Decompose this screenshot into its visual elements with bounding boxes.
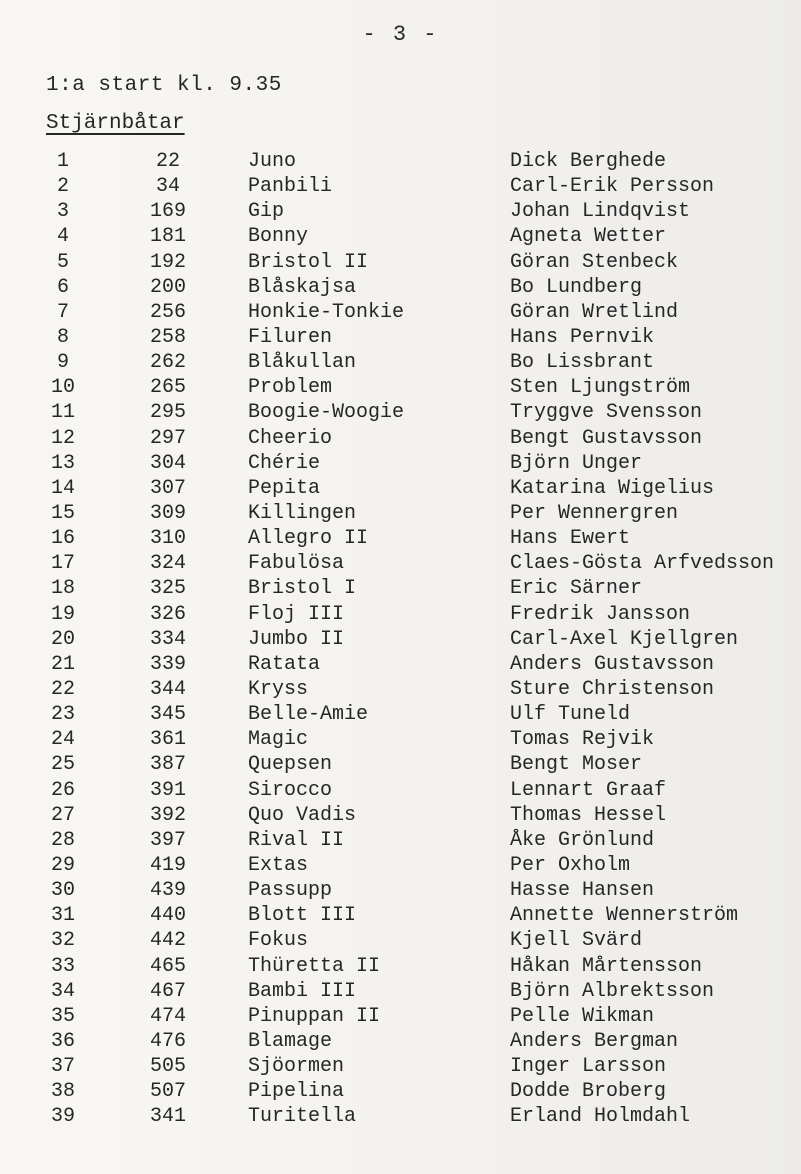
boat-name: Filuren	[248, 325, 333, 349]
sail-number: 181	[149, 225, 186, 249]
sail-number: 326	[149, 602, 186, 626]
sail-number: 507	[149, 1080, 186, 1104]
position-number: 38	[50, 1080, 75, 1104]
sail-number: 465	[149, 954, 186, 978]
entry-list	[0, 149, 801, 1129]
boat-name: Panbili	[248, 175, 333, 199]
boat-name: Kryss	[248, 677, 309, 701]
boat-name: Sjöormen	[248, 1055, 345, 1079]
skipper-name: Sten Ljungström	[510, 376, 691, 400]
list-item	[0, 300, 801, 325]
boat-name: Pepita	[248, 476, 321, 500]
skipper-name: Björn Albrektsson	[510, 979, 715, 1003]
boat-name: Pipelina	[248, 1080, 345, 1104]
boat-name: Turitella	[248, 1105, 357, 1129]
position-number: 3	[56, 200, 69, 224]
skipper-name: Lennart Graaf	[510, 778, 667, 802]
section-heading: Stjärnbåtar	[46, 112, 185, 135]
sail-number: 391	[149, 778, 186, 802]
skipper-name: Bo Lissbrant	[510, 351, 655, 375]
sail-number: 344	[149, 677, 186, 701]
position-number: 11	[50, 401, 75, 425]
sail-number: 295	[149, 401, 186, 425]
skipper-name: Eric Särner	[510, 577, 643, 601]
sail-number: 440	[149, 904, 186, 928]
skipper-name: Carl-Erik Persson	[510, 175, 715, 199]
sail-number: 476	[149, 1029, 186, 1053]
skipper-name: Pelle Wikman	[510, 1004, 655, 1028]
position-number: 23	[50, 703, 75, 727]
position-number: 7	[56, 300, 69, 324]
list-item	[0, 149, 801, 174]
boat-name: Killingen	[248, 501, 357, 525]
boat-name: Cheerio	[248, 426, 333, 450]
skipper-name: Bo Lundberg	[510, 275, 643, 299]
position-number: 9	[56, 351, 69, 375]
skipper-name: Tomas Rejvik	[510, 728, 655, 752]
position-number: 12	[50, 426, 75, 450]
list-item	[0, 501, 801, 526]
sail-number: 192	[149, 250, 186, 274]
position-number: 17	[50, 552, 75, 576]
list-item	[0, 1104, 801, 1129]
boat-name: Juno	[248, 150, 297, 173]
boat-name: Blott III	[248, 904, 357, 928]
list-item	[0, 1029, 801, 1054]
position-number: 26	[50, 778, 75, 802]
sail-number: 325	[149, 577, 186, 601]
boat-name: Blåkullan	[248, 351, 357, 375]
position-number: 16	[50, 527, 75, 551]
sail-number: 439	[149, 879, 186, 903]
list-item	[0, 752, 801, 777]
boat-name: Extas	[248, 853, 309, 877]
skipper-name: Fredrik Jansson	[510, 602, 691, 626]
skipper-name: Thomas Hessel	[510, 803, 667, 827]
list-item	[0, 677, 801, 702]
list-item	[0, 627, 801, 652]
boat-name: Bristol II	[248, 250, 369, 274]
sail-number: 339	[149, 652, 186, 676]
position-number: 18	[50, 577, 75, 601]
list-item	[0, 576, 801, 601]
position-number: 34	[50, 979, 75, 1003]
skipper-name: Claes-Gösta Arfvedsson	[510, 552, 775, 576]
sail-number: 304	[149, 451, 186, 475]
list-item	[0, 325, 801, 350]
skipper-name: Inger Larsson	[510, 1055, 667, 1079]
boat-name: Jumbo II	[248, 627, 345, 651]
boat-name: Quo Vadis	[248, 803, 357, 827]
sail-number: 307	[149, 476, 186, 500]
list-item	[0, 928, 801, 953]
position-number: 36	[50, 1029, 75, 1053]
boat-name: Problem	[248, 376, 333, 400]
position-number: 14	[50, 476, 75, 500]
skipper-name: Per Wennergren	[510, 501, 679, 525]
boat-name: Blamage	[248, 1029, 333, 1053]
skipper-name: Kjell Svärd	[510, 929, 643, 953]
position-number: 27	[50, 803, 75, 827]
list-item	[0, 451, 801, 476]
list-item	[0, 174, 801, 199]
sail-number: 505	[149, 1055, 186, 1079]
sail-number: 309	[149, 501, 186, 525]
sail-number: 262	[149, 351, 186, 375]
list-item	[0, 702, 801, 727]
sail-number: 334	[149, 627, 186, 651]
skipper-name: Per Oxholm	[510, 853, 631, 877]
position-number: 13	[50, 451, 75, 475]
boat-name: Gip	[248, 200, 285, 224]
boat-name: Belle-Amie	[248, 703, 369, 727]
list-item	[0, 224, 801, 249]
skipper-name: Hasse Hansen	[510, 879, 655, 903]
list-item	[0, 602, 801, 627]
boat-name: Sirocco	[248, 778, 333, 802]
boat-name: Fokus	[248, 929, 309, 953]
list-item	[0, 954, 801, 979]
position-number: 19	[50, 602, 75, 626]
skipper-name: Bengt Gustavsson	[510, 426, 703, 450]
position-number: 29	[50, 853, 75, 877]
boat-name: Rival II	[248, 828, 345, 852]
sail-number: 265	[149, 376, 186, 400]
sail-number: 22	[155, 150, 180, 173]
list-item	[0, 778, 801, 803]
skipper-name: Carl-Axel Kjellgren	[510, 627, 739, 651]
list-item	[0, 375, 801, 400]
list-item	[0, 727, 801, 752]
skipper-name: Hans Ewert	[510, 527, 631, 551]
position-number: 8	[56, 325, 69, 349]
boat-name: Floj III	[248, 602, 345, 626]
position-number: 25	[50, 753, 75, 777]
list-item	[0, 1054, 801, 1079]
list-item	[0, 250, 801, 275]
skipper-name: Ulf Tuneld	[510, 703, 631, 727]
sail-number: 392	[149, 803, 186, 827]
sail-number: 324	[149, 552, 186, 576]
sail-number: 256	[149, 300, 186, 324]
skipper-name: Anders Bergman	[510, 1029, 679, 1053]
skipper-name: Håkan Mårtensson	[510, 954, 703, 978]
position-number: 39	[50, 1105, 75, 1129]
skipper-name: Erland Holmdahl	[510, 1105, 691, 1129]
position-number: 15	[50, 501, 75, 525]
sail-number: 474	[149, 1004, 186, 1028]
skipper-name: Göran Stenbeck	[510, 250, 679, 274]
page-number: - 3 -	[362, 22, 439, 47]
list-item	[0, 275, 801, 300]
list-item	[0, 979, 801, 1004]
boat-name: Bristol I	[248, 577, 357, 601]
sail-number: 361	[149, 728, 186, 752]
boat-name: Passupp	[248, 879, 333, 903]
list-item	[0, 903, 801, 928]
list-item	[0, 551, 801, 576]
skipper-name: Bengt Moser	[510, 753, 643, 777]
position-number: 2	[56, 175, 69, 199]
sail-number: 297	[149, 426, 186, 450]
skipper-name: Åke Grönlund	[510, 828, 655, 852]
list-item	[0, 476, 801, 501]
boat-name: Bonny	[248, 225, 309, 249]
skipper-name: Anders Gustavsson	[510, 652, 715, 676]
skipper-name: Göran Wretlind	[510, 300, 679, 324]
list-item	[0, 853, 801, 878]
list-item	[0, 426, 801, 451]
boat-name: Magic	[248, 728, 309, 752]
list-item	[0, 652, 801, 677]
position-number: 33	[50, 954, 75, 978]
sail-number: 419	[149, 853, 186, 877]
position-number: 20	[50, 627, 75, 651]
skipper-name: Katarina Wigelius	[510, 476, 715, 500]
sail-number: 341	[149, 1105, 186, 1129]
skipper-name: Dodde Broberg	[510, 1080, 667, 1104]
sail-number: 310	[149, 527, 186, 551]
list-item	[0, 1079, 801, 1104]
sail-number: 467	[149, 979, 186, 1003]
boat-name: Fabulösa	[248, 552, 345, 576]
position-number: 21	[50, 652, 75, 676]
position-number: 37	[50, 1055, 75, 1079]
list-item	[0, 350, 801, 375]
position-number: 28	[50, 828, 75, 852]
skipper-name: Björn Unger	[510, 451, 643, 475]
position-number: 30	[50, 879, 75, 903]
skipper-name: Annette Wennerström	[510, 904, 739, 928]
sail-number: 345	[149, 703, 186, 727]
position-number: 24	[50, 728, 75, 752]
sail-number: 442	[149, 929, 186, 953]
boat-name: Pinuppan II	[248, 1004, 381, 1028]
list-item	[0, 199, 801, 224]
position-number: 1	[56, 150, 69, 173]
boat-name: Thüretta II	[248, 954, 381, 978]
boat-name: Chérie	[248, 451, 321, 475]
position-number: 5	[56, 250, 69, 274]
boat-name: Quepsen	[248, 753, 333, 777]
position-number: 31	[50, 904, 75, 928]
skipper-name: Dick Berghede	[510, 150, 667, 173]
sail-number: 387	[149, 753, 186, 777]
sail-number: 34	[155, 175, 180, 199]
start-time-line: 1:a start kl. 9.35	[46, 74, 282, 97]
boat-name: Boogie-Woogie	[248, 401, 405, 425]
list-item	[0, 526, 801, 551]
position-number: 10	[50, 376, 75, 400]
position-number: 32	[50, 929, 75, 953]
skipper-name: Hans Pernvik	[510, 325, 655, 349]
sail-number: 169	[149, 200, 186, 224]
boat-name: Ratata	[248, 652, 321, 676]
skipper-name: Johan Lindqvist	[510, 200, 691, 224]
boat-name: Bambi III	[248, 979, 357, 1003]
list-item	[0, 1004, 801, 1029]
position-number: 35	[50, 1004, 75, 1028]
skipper-name: Sture Christenson	[510, 677, 715, 701]
sail-number: 397	[149, 828, 186, 852]
position-number: 4	[56, 225, 69, 249]
sail-number: 258	[149, 325, 186, 349]
sail-number: 200	[149, 275, 186, 299]
list-item	[0, 878, 801, 903]
position-number: 6	[56, 275, 69, 299]
boat-name: Allegro II	[248, 527, 369, 551]
skipper-name: Tryggve Svensson	[510, 401, 703, 425]
list-item	[0, 400, 801, 425]
skipper-name: Agneta Wetter	[510, 225, 667, 249]
boat-name: Blåskajsa	[248, 275, 357, 299]
list-item	[0, 828, 801, 853]
boat-name: Honkie-Tonkie	[248, 300, 405, 324]
list-item	[0, 803, 801, 828]
position-number: 22	[50, 677, 75, 701]
